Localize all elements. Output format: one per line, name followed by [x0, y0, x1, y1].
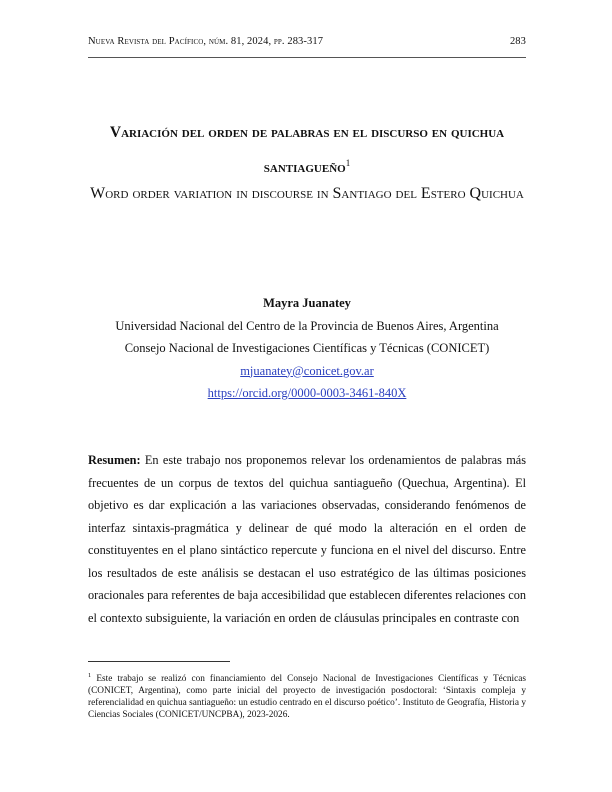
page-number: 283 — [509, 36, 526, 47]
author-block — [88, 292, 526, 405]
abstract — [88, 449, 526, 629]
abstract-text: En este trabajo nos proponemos relevar los ordenamientos de palabras más frecuentes de un corpus de textos del quichua santiagueño (Quechua, Argentina). El objetivo es dar explicación a las variaciones observadas, considerando fenómenos de interfaz sintaxis-pragmática y delinear de qué modo la alteración en el orden de constituyentes en el plano sintáctico repercute y funciona en el nivel del discurso. Entre los resultados de este análisis se destacan el uso estratégico de las últimas posiciones oracionales para referentes de baja accesibilidad que establecen diferentes relaciones con el contexto subsiguiente, la variación en orden de cláusulas principales en contraste con — [88, 453, 527, 625]
author-email-link[interactable]: mjuanatey@conicet.gov.ar — [240, 363, 374, 378]
title-english: Word order variation in discourse in Santiago del Estero Quichua — [90, 185, 524, 202]
header-divider — [88, 57, 526, 58]
footnote — [88, 670, 526, 721]
title-footnote-marker[interactable]: 1 — [345, 158, 351, 168]
author-orcid-link[interactable]: https://orcid.org/0000-0003-3461-840X — [207, 386, 407, 400]
journal-citation: Nueva Revista del Pacífico, núm. 81, 2024, pp. 283-317 — [88, 36, 324, 47]
running-header — [88, 36, 526, 47]
title-spanish-text: Variación del orden de palabras en el discurso en quichua santiagueño — [109, 124, 505, 177]
title-spanish — [88, 118, 526, 183]
footnote-divider — [88, 661, 230, 662]
footnote-marker: 1 — [88, 672, 92, 679]
author-affiliation-2: Consejo Nacional de Investigaciones Científicas y Técnicas (CONICET) — [124, 341, 490, 355]
author-affiliation-1: Universidad Nacional del Centro de la Provincia de Buenos Aires, Argentina — [115, 318, 499, 333]
abstract-label: Resumen: — [88, 453, 141, 467]
author-name: Mayra Juanatey — [263, 296, 351, 310]
footnote-text: Este trabajo se realizó con financiamiento del Consejo Nacional de Investigaciones Científicas y Técnicas (CONICET, Argentina), como parte inicial del proyecto de investigación posdoctoral: ‘Sintaxis compleja y referencialidad en quichua santiagueño: un estudio centrado en el discurso poético’. Instituto de Geografía, Historia y Ciencias Sociales (CONICET/UNCPBA), 2023-2026. — [88, 674, 527, 721]
